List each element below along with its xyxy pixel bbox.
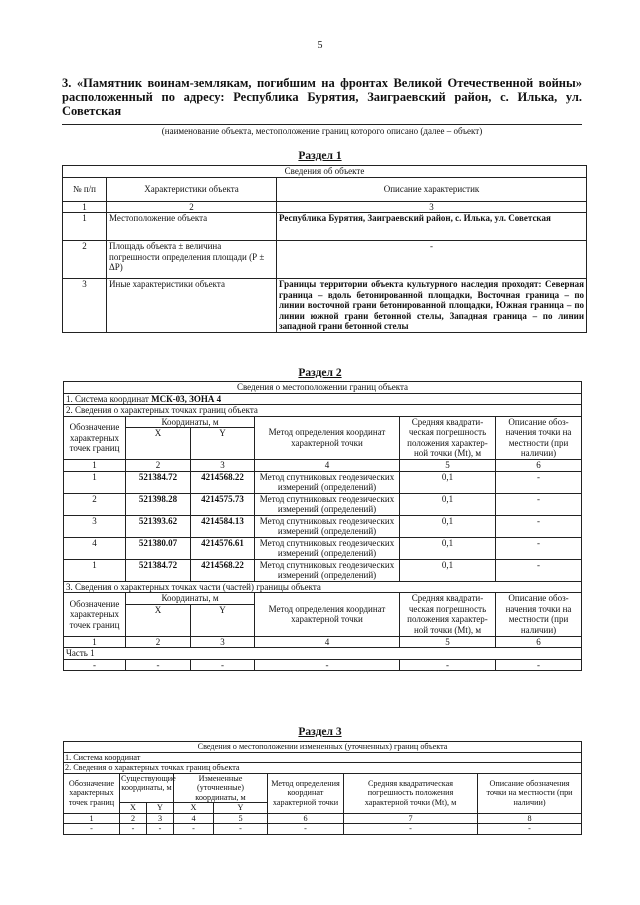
s2-point-desc: - <box>496 537 582 559</box>
s3-header-y-changed: Y <box>214 803 268 814</box>
s2-parts-colnum: 2 <box>126 636 191 648</box>
object-heading: 3. «Памятник воинам-землякам, погибшим на фронтах Великой Отечественной войны» расположенный по адресу: Республика Бурятия, Заиграевский район, с. Илька, ул. Советская <box>62 76 582 118</box>
s3-cell: - <box>64 824 120 835</box>
s2-point-mt: 0,1 <box>400 537 496 559</box>
s2-parts-colnum: 6 <box>496 636 582 648</box>
table-row <box>64 659 582 671</box>
page-number: 5 <box>317 40 323 51</box>
table-row <box>63 279 587 333</box>
s3-cell: - <box>214 824 268 835</box>
s2-point-y: 4214576.61 <box>191 537 255 559</box>
s2-point-y: 4214568.22 <box>191 559 255 581</box>
s2-point-y: 4214584.13 <box>191 515 255 537</box>
s3-cell: - <box>120 824 147 835</box>
s3-coordinate-system: 1. Система координат <box>64 752 582 763</box>
s3-header-x: X <box>120 803 147 814</box>
s2-point-y: 4214575.73 <box>191 493 255 515</box>
s2-system-label: 1. Система координат <box>66 393 152 404</box>
s1-header-number: № п/п <box>63 177 107 201</box>
s2-point-x: 521384.72 <box>126 471 191 493</box>
s2-header-method: Метод определения координат характерной точки <box>255 416 400 460</box>
s2-point-number: 4 <box>64 537 126 559</box>
s3-points-caption: 2. Сведения о характерных точках границ объекта <box>64 763 582 774</box>
section1-caption: Сведения об объекте <box>63 166 587 178</box>
s3-header-designation: Обозначение характерных точек границ <box>64 773 120 813</box>
s2-colnum: 3 <box>191 460 255 472</box>
s2-points-caption: 2. Сведения о характерных точках границ объекта <box>64 405 582 417</box>
s2-parts-header-coords: Координаты, м <box>126 593 255 605</box>
s1-row-number: 2 <box>63 241 107 279</box>
s1-colnum: 3 <box>277 201 587 213</box>
s2-part-cell: - <box>255 659 400 671</box>
s2-header-designation: Обозначение характерных точек границ <box>64 416 126 460</box>
table-row <box>63 241 587 279</box>
s3-cell: - <box>478 824 582 835</box>
table-row <box>63 213 587 241</box>
s2-point-desc: - <box>496 493 582 515</box>
s1-colnum: 2 <box>107 201 277 213</box>
s2-coordinate-system <box>64 393 582 405</box>
s1-row-name: Площадь объекта ± величина погрешности определения площади (Р ± ΔР) <box>107 241 277 279</box>
s2-point-desc: - <box>496 515 582 537</box>
s3-colnum: 4 <box>174 813 214 824</box>
s2-point-number: 2 <box>64 493 126 515</box>
s3-colnum: 6 <box>268 813 344 824</box>
s2-parts-colnum: 1 <box>64 636 126 648</box>
s2-colnum: 6 <box>496 460 582 472</box>
s2-part-cell: - <box>400 659 496 671</box>
s1-colnum: 1 <box>63 201 107 213</box>
s1-row-number: 1 <box>63 213 107 241</box>
s2-parts-colnum: 4 <box>255 636 400 648</box>
s2-point-number: 1 <box>64 471 126 493</box>
s2-part-cell: - <box>496 659 582 671</box>
s2-point-mt: 0,1 <box>400 515 496 537</box>
s2-parts-header-method: Метод определения координат характерной точки <box>255 593 400 637</box>
s3-cell: - <box>174 824 214 835</box>
s3-cell: - <box>344 824 478 835</box>
s2-colnum: 1 <box>64 460 126 472</box>
s2-point-x: 521384.72 <box>126 559 191 581</box>
table-row <box>64 537 582 559</box>
s3-colnum: 2 <box>120 813 147 824</box>
section3-title: Раздел 3 <box>298 726 342 738</box>
s3-header-y: Y <box>147 803 174 814</box>
s2-parts-colnum: 3 <box>191 636 255 648</box>
s2-point-method: Метод спутниковых геодезических измерений (определений) <box>255 471 400 493</box>
s2-point-number: 3 <box>64 515 126 537</box>
s2-point-method: Метод спутниковых геодезических измерений (определений) <box>255 515 400 537</box>
section1-title: Раздел 1 <box>298 150 342 162</box>
s3-colnum: 1 <box>64 813 120 824</box>
s3-cell: - <box>268 824 344 835</box>
s3-header-changed: Измененные (уточненные) координаты, м <box>174 773 268 803</box>
heading-underline <box>62 124 582 125</box>
s2-parts-header-x: X <box>126 604 191 636</box>
s3-cell: - <box>147 824 174 835</box>
s2-parts-caption: 3. Сведения о характерных точках части (частей) границы объекта <box>64 581 582 593</box>
s2-colnum: 2 <box>126 460 191 472</box>
s2-header-coords: Координаты, м <box>126 416 255 428</box>
s2-parts-header-designation: Обозначение характерных точек границ <box>64 593 126 637</box>
s2-point-desc: - <box>496 471 582 493</box>
s3-header-method: Метод определения координат характерной точки <box>268 773 344 813</box>
s1-header-characteristic: Характеристики объекта <box>107 177 277 201</box>
s2-parts-colnum: 5 <box>400 636 496 648</box>
section2-title: Раздел 2 <box>298 367 342 379</box>
s2-point-number: 1 <box>64 559 126 581</box>
s2-parts-header-y: Y <box>191 604 255 636</box>
section1-table <box>62 165 587 333</box>
s2-point-method: Метод спутниковых геодезических измерений (определений) <box>255 559 400 581</box>
table-row <box>64 493 582 515</box>
s2-point-mt: 0,1 <box>400 493 496 515</box>
s2-point-mt: 0,1 <box>400 471 496 493</box>
s2-part-cell: - <box>126 659 191 671</box>
s1-row-desc: - <box>277 241 587 279</box>
s2-header-x: X <box>126 428 191 460</box>
s3-header-x-changed: X <box>174 803 214 814</box>
s3-header-accuracy: Средняя квадратическая погрешность положения характерной точки (Мt), м <box>344 773 478 813</box>
s1-row-number: 3 <box>63 279 107 333</box>
section2-table <box>63 381 582 671</box>
s2-parts-header-accuracy: Средняя квадрати-ческая погрешность положения характер-ной точки (Мt), м <box>400 593 496 637</box>
section2-caption: Сведения о местоположении границ объекта <box>64 382 582 394</box>
s2-point-mt: 0,1 <box>400 559 496 581</box>
s2-point-method: Метод спутниковых геодезических измерений (определений) <box>255 537 400 559</box>
section3-table <box>63 741 582 835</box>
s2-colnum: 5 <box>400 460 496 472</box>
table-row <box>64 559 582 581</box>
s2-point-desc: - <box>496 559 582 581</box>
s2-header-description: Описание обоз-начения точки на местности (при наличии) <box>496 416 582 460</box>
section3-caption: Сведения о местоположении измененных (уточненных) границ объекта <box>64 742 582 753</box>
s2-part-cell: - <box>191 659 255 671</box>
s2-colnum: 4 <box>255 460 400 472</box>
s1-row-name: Местоположение объекта <box>107 213 277 241</box>
s3-colnum: 7 <box>344 813 478 824</box>
s1-row-desc: Границы территории объекта культурного наследия проходят: Северная граница – вдоль бетонированной площадки, Восточная граница – по линии восточной грани бетонированной площадки, Южная граница – по линии южной грани бетонной стелы, Западная граница – по линии западной грани бетонной стелы <box>277 279 587 333</box>
s1-header-description: Описание характеристик <box>277 177 587 201</box>
s1-row-name: Иные характеристики объекта <box>107 279 277 333</box>
table-row <box>64 515 582 537</box>
s2-parts-header-description: Описание обоз-начения точки на местности (при наличии) <box>496 593 582 637</box>
s3-header-existing: Существующие координаты, м <box>120 773 174 803</box>
s3-colnum: 8 <box>478 813 582 824</box>
s2-part-cell: - <box>64 659 126 671</box>
table-row <box>64 824 582 835</box>
s2-system-value: МСК-03, ЗОНА 4 <box>151 393 222 404</box>
s2-point-x: 521393.62 <box>126 515 191 537</box>
s2-header-y: Y <box>191 428 255 460</box>
s2-point-x: 521380.07 <box>126 537 191 559</box>
s3-colnum: 5 <box>214 813 268 824</box>
object-subcaption: (наименование объекта, местоположение границ которого описано (далее – объект) <box>161 126 483 136</box>
s2-point-x: 521398.28 <box>126 493 191 515</box>
s2-part-label: Часть 1 <box>64 648 582 660</box>
s2-point-y: 4214568.22 <box>191 471 255 493</box>
table-row <box>64 471 582 493</box>
s2-header-accuracy: Средняя квадрати-ческая погрешность положения характер-ной точки (Мt), м <box>400 416 496 460</box>
s3-header-description: Описание обозначения точки на местности (при наличии) <box>478 773 582 813</box>
s3-colnum: 3 <box>147 813 174 824</box>
s2-point-method: Метод спутниковых геодезических измерений (определений) <box>255 493 400 515</box>
s1-row-desc: Республика Бурятия, Заиграевский район, с. Илька, ул. Советская <box>277 213 587 241</box>
